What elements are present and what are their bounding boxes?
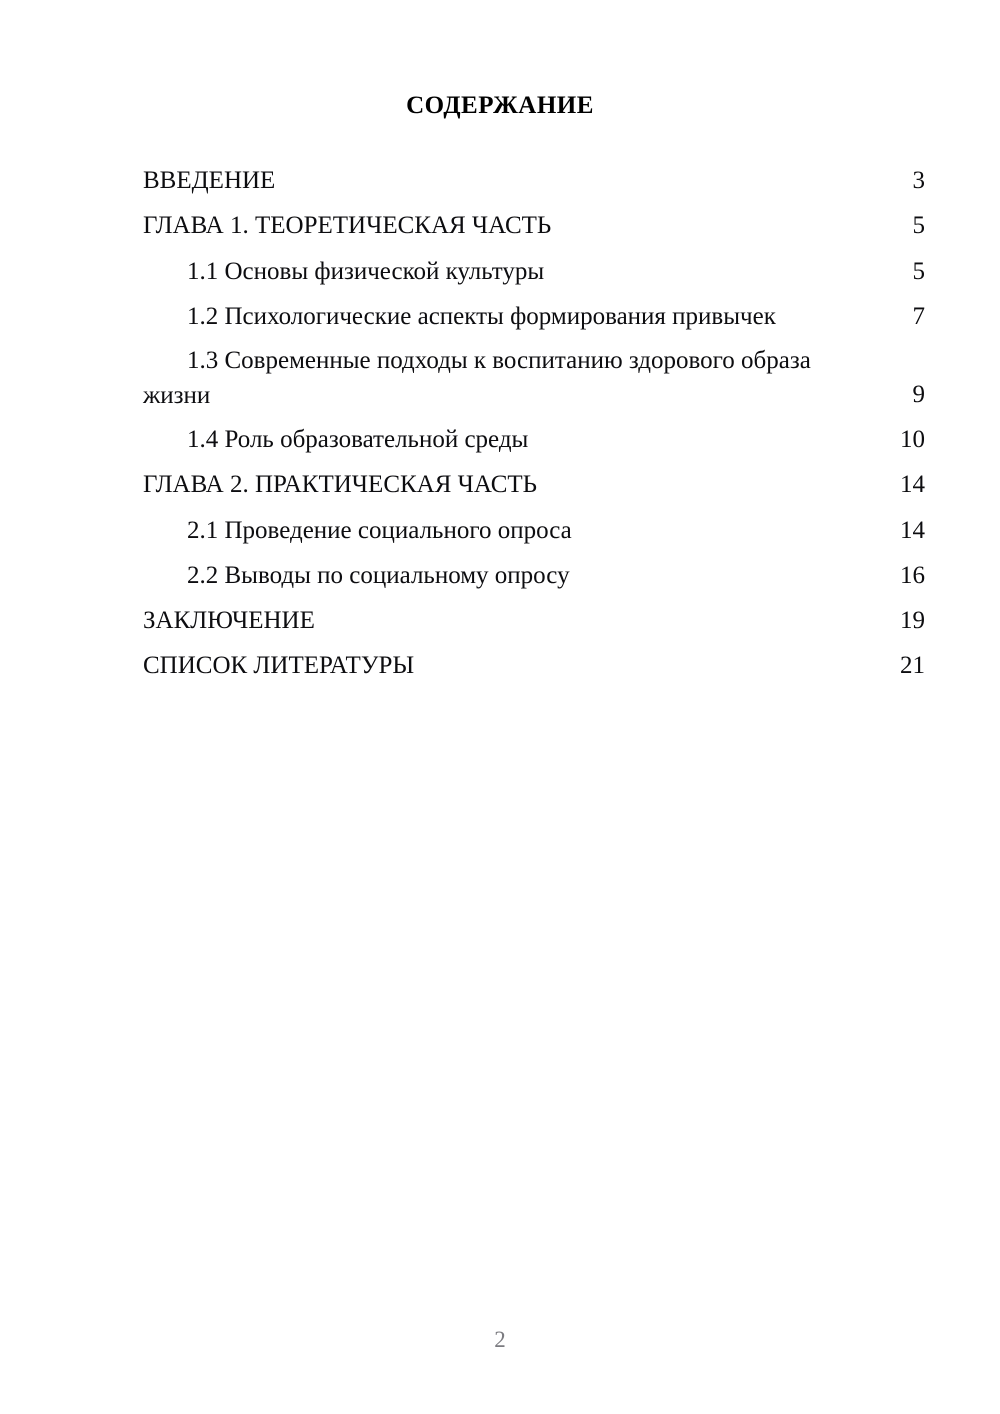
toc-entry-label: 2.1 Проведение социального опроса [187, 516, 572, 544]
page-title: СОДЕРЖАНИЕ [406, 92, 594, 119]
toc-entry-page-number: 7 [912, 302, 925, 330]
toc-entry-label: 1.4 Роль образовательной среды [187, 426, 529, 453]
toc-entry[interactable] [143, 467, 925, 503]
toc-entry-label: 1.3 Современные подходы к воспитанию здорового образа жизни [143, 347, 811, 409]
toc-entry-page-number: 16 [900, 561, 925, 589]
toc-entry-label: ГЛАВА 1. ТЕОРЕТИЧЕСКАЯ ЧАСТЬ [143, 212, 552, 240]
toc-entry[interactable] [143, 648, 925, 684]
toc-entry-label: ГЛАВА 2. ПРАКТИЧЕСКАЯ ЧАСТЬ [143, 471, 538, 499]
toc-entry[interactable] [143, 558, 925, 594]
toc-entry[interactable] [143, 344, 925, 413]
toc-entry-page-number: 21 [900, 652, 925, 680]
toc-entry-page-number: 19 [900, 607, 925, 634]
toc-entry-page-number: 3 [912, 167, 925, 194]
toc-entry-page-number: 10 [900, 426, 925, 453]
toc-entry[interactable] [143, 299, 925, 335]
toc-entry[interactable] [143, 163, 925, 199]
toc-entry-page-number: 14 [900, 471, 925, 499]
toc-entry-page-number: 9 [912, 380, 925, 408]
toc-entry[interactable] [143, 208, 925, 244]
toc-entry-page-number: 14 [900, 516, 925, 544]
toc-entry-label: 1.1 Основы физической культуры [187, 257, 545, 285]
toc-entry-label: 1.2 Психологические аспекты формирования привычек [187, 302, 776, 330]
footer-page-number: 2 [494, 1327, 506, 1352]
toc-entry-page-number: 5 [912, 212, 925, 240]
table-of-contents [143, 163, 925, 694]
toc-entry[interactable] [143, 254, 925, 290]
toc-entry-label: ВВЕДЕНИЕ [143, 167, 276, 194]
toc-entry-label: ЗАКЛЮЧЕНИЕ [143, 607, 315, 634]
toc-entry-label: СПИСОК ЛИТЕРАТУРЫ [143, 652, 415, 680]
toc-entry-page-number: 5 [912, 257, 925, 285]
toc-entry-label: 2.2 Выводы по социальному опросу [187, 561, 570, 589]
toc-entry[interactable] [143, 603, 925, 639]
toc-entry[interactable] [143, 513, 925, 549]
toc-entry[interactable] [143, 422, 925, 458]
